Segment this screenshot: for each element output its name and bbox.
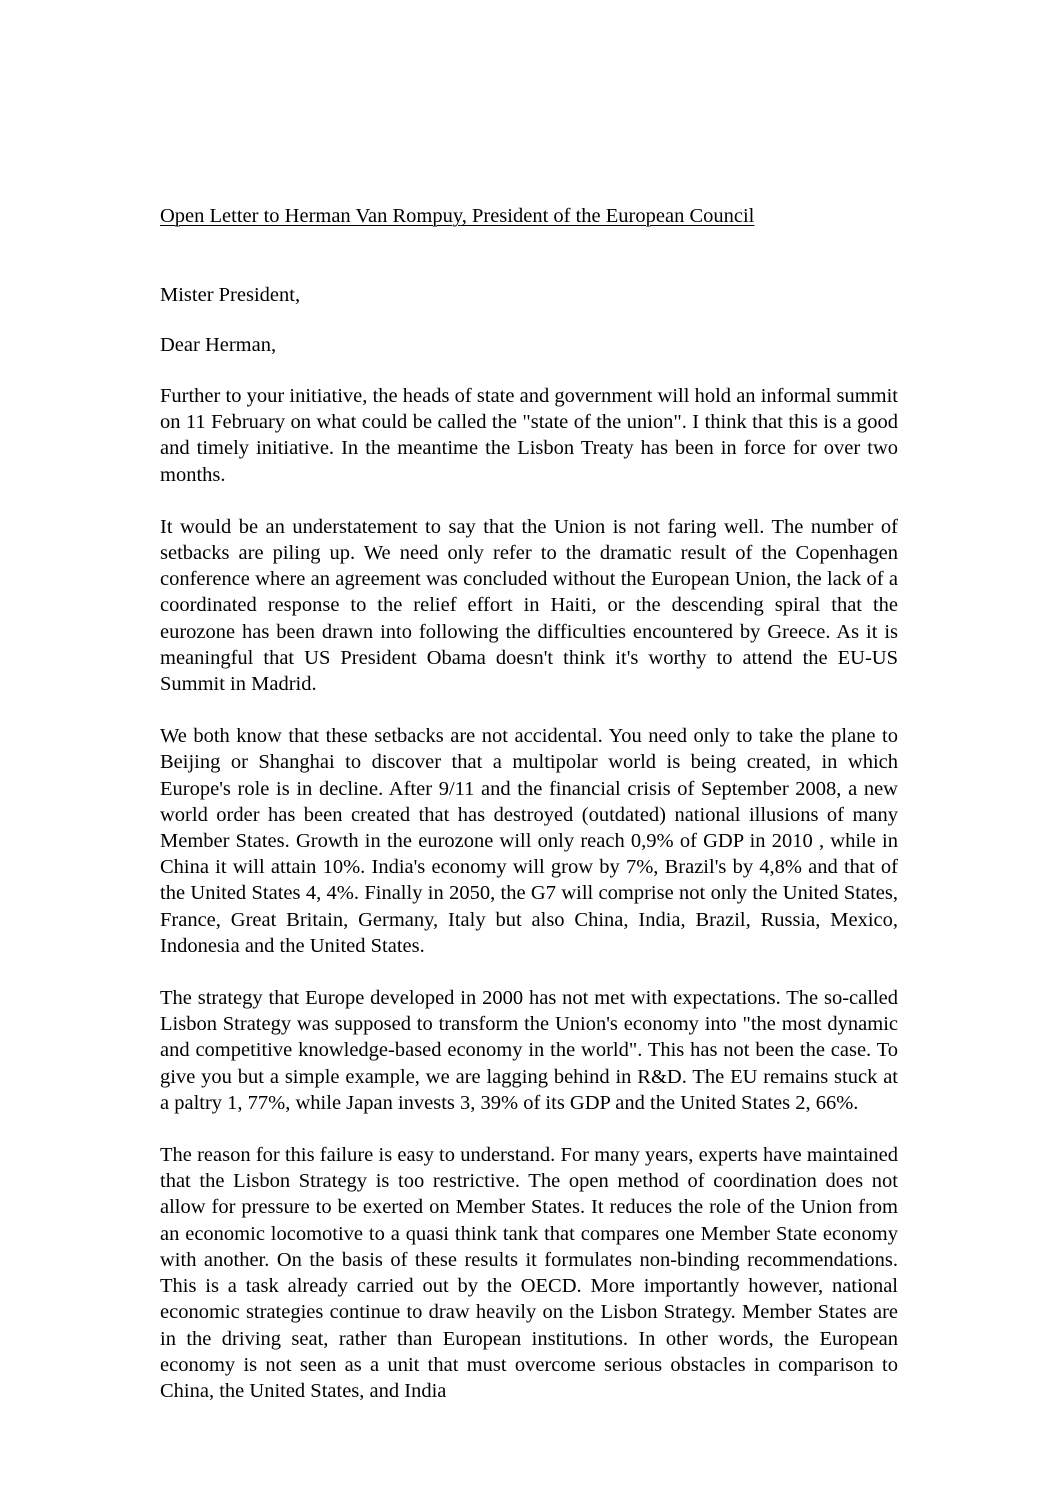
salutation-personal: Dear Herman, — [160, 334, 277, 356]
paragraph-summit-initiative: Further to your initiative, the heads of state and government will hold an informal summit on 11 February on what could be called the "state of the union". I think that this is a good and timely initiative. In the meantime the Lisbon Treaty has been in force for over two months. — [160, 385, 898, 486]
paragraph-multipolar-world: We both know that these setbacks are not accidental. You need only to take the plane to Beijing or Shanghai to discover that a multipolar world is being created, in which Europe's role is in decline. After 9/11 and the financial crisis of September 2008, a new world order has been created that has destroyed (outdated) national illusions of many Member States. Growth in the eurozone will only reach 0,9% of GDP in 2010 , while in China it will attain 10%. India's economy will grow by 7%, Brazil's by 4,8% and that of the United States 4, 4%. Finally in 2050, the G7 will comprise not only the United States, France, Great Britain, Germany, Italy but also China, India, Brazil, Russia, Mexico, Indonesia and the United States. — [160, 725, 898, 957]
letter-title: Open Letter to Herman Van Rompuy, President of the European Council — [160, 205, 755, 227]
letter-body — [160, 203, 898, 1404]
salutation-formal: Mister President, — [160, 284, 301, 306]
paragraph-failure-reason: The reason for this failure is easy to understand. For many years, experts have maintained that the Lisbon Strategy is too restrictive. The open method of coordination does not allow for pressure to be exerted on Member States. It reduces the role of the Union from an economic locomotive to a quasi think tank that compares one Member State economy with another. On the basis of these results it formulates non-binding recommendations. This is a task already carried out by the OECD. More importantly however, national economic strategies continue to draw heavily on the Lisbon Strategy. Member States are in the driving seat, rather than European institutions. In other words, the European economy is not seen as a unit that must overcome serious obstacles in comparison to China, the United States, and India — [160, 1144, 898, 1402]
paragraph-lisbon-strategy: The strategy that Europe developed in 2000 has not met with expectations. The so-called Lisbon Strategy was supposed to transform the Union's economy into "the most dynamic and competitive knowledge-based economy in the world". This has not been the case. To give you but a simple example, we are lagging behind in R&D. The EU remains stuck at a paltry 1, 77%, while Japan invests 3, 39% of its GDP and the United States 2, 66%. — [160, 987, 898, 1114]
paragraph-union-setbacks: It would be an understatement to say that the Union is not faring well. The number of setbacks are piling up. We need only refer to the dramatic result of the Copenhagen conference where an agreement was concluded without the European Union, the lack of a coordinated response to the relief effort in Haiti, or the descending spiral that the eurozone has been drawn into following the difficulties encountered by Greece. As it is meaningful that US President Obama doesn't think it's worthy to attend the EU-US Summit in Madrid. — [160, 515, 898, 696]
